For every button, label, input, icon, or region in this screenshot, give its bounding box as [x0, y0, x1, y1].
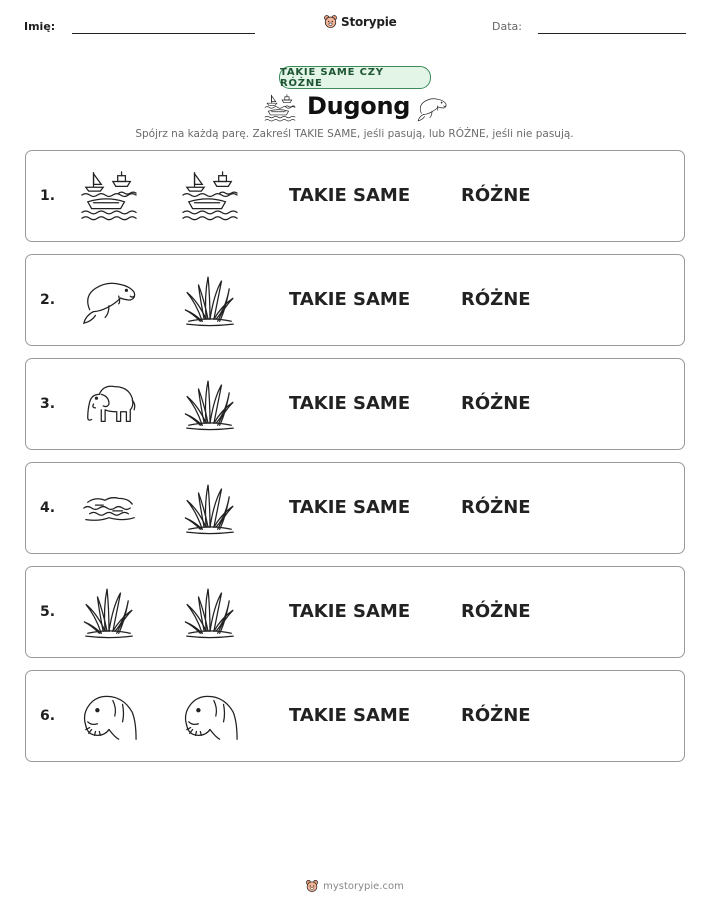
pair-row	[25, 150, 685, 242]
date-label: Data:	[492, 20, 522, 33]
brand-name: Storypie	[341, 14, 397, 29]
seagrass-icon	[181, 271, 239, 329]
same-option[interactable]: TAKIE SAME	[289, 289, 411, 310]
seagrass-icon	[181, 479, 239, 537]
bear-logo-icon	[305, 879, 319, 893]
different-option[interactable]: RÓŻNE	[461, 393, 531, 414]
same-option[interactable]: TAKIE SAME	[289, 497, 411, 518]
date-write-line[interactable]	[538, 33, 686, 34]
seagrass-icon	[80, 583, 138, 641]
water-icon	[80, 479, 138, 537]
row-number: 6.	[40, 708, 56, 724]
different-option[interactable]: RÓŻNE	[461, 497, 531, 518]
different-option[interactable]: RÓŻNE	[461, 185, 531, 206]
different-option[interactable]: RÓŻNE	[461, 289, 531, 310]
worksheet-type-badge: TAKIE SAME CZY RÓŻNE	[279, 66, 431, 89]
same-option[interactable]: TAKIE SAME	[289, 601, 411, 622]
pair-row	[25, 254, 685, 346]
row-number: 5.	[40, 604, 56, 620]
elephant-icon	[80, 375, 138, 433]
brand-logo	[323, 14, 397, 29]
name-label: Imię:	[24, 20, 56, 33]
same-option[interactable]: TAKIE SAME	[289, 185, 411, 206]
dugong-icon	[181, 687, 239, 745]
different-option[interactable]: RÓŻNE	[461, 705, 531, 726]
pair-row	[25, 670, 685, 762]
same-option[interactable]: TAKIE SAME	[289, 705, 411, 726]
manatee-icon	[414, 92, 450, 124]
row-number: 1.	[40, 188, 56, 204]
name-write-line[interactable]	[72, 33, 255, 34]
seagrass-icon	[181, 375, 239, 433]
dugong-icon	[80, 687, 138, 745]
manatee-icon	[80, 271, 138, 329]
boats-icon	[80, 167, 138, 225]
pair-row	[25, 358, 685, 450]
pair-row	[25, 462, 685, 554]
page-title: Dugong	[307, 92, 411, 120]
row-number: 3.	[40, 396, 56, 412]
footer	[0, 879, 709, 893]
bear-logo-icon	[323, 14, 338, 29]
seagrass-icon	[181, 583, 239, 641]
instructions-text: Spójrz na każdą parę. Zakreśl TAKIE SAME, jeśli pasują, lub RÓŻNE, jeśli nie pasują.	[135, 128, 574, 140]
different-option[interactable]: RÓŻNE	[461, 601, 531, 622]
same-option[interactable]: TAKIE SAME	[289, 393, 411, 414]
row-number: 4.	[40, 500, 56, 516]
footer-url[interactable]: mystorypie.com	[323, 880, 404, 892]
worksheet-header	[0, 14, 709, 40]
row-number: 2.	[40, 292, 56, 308]
title-row	[0, 90, 709, 126]
boats-icon	[262, 92, 298, 124]
pair-row	[25, 566, 685, 658]
boats-icon	[181, 167, 239, 225]
